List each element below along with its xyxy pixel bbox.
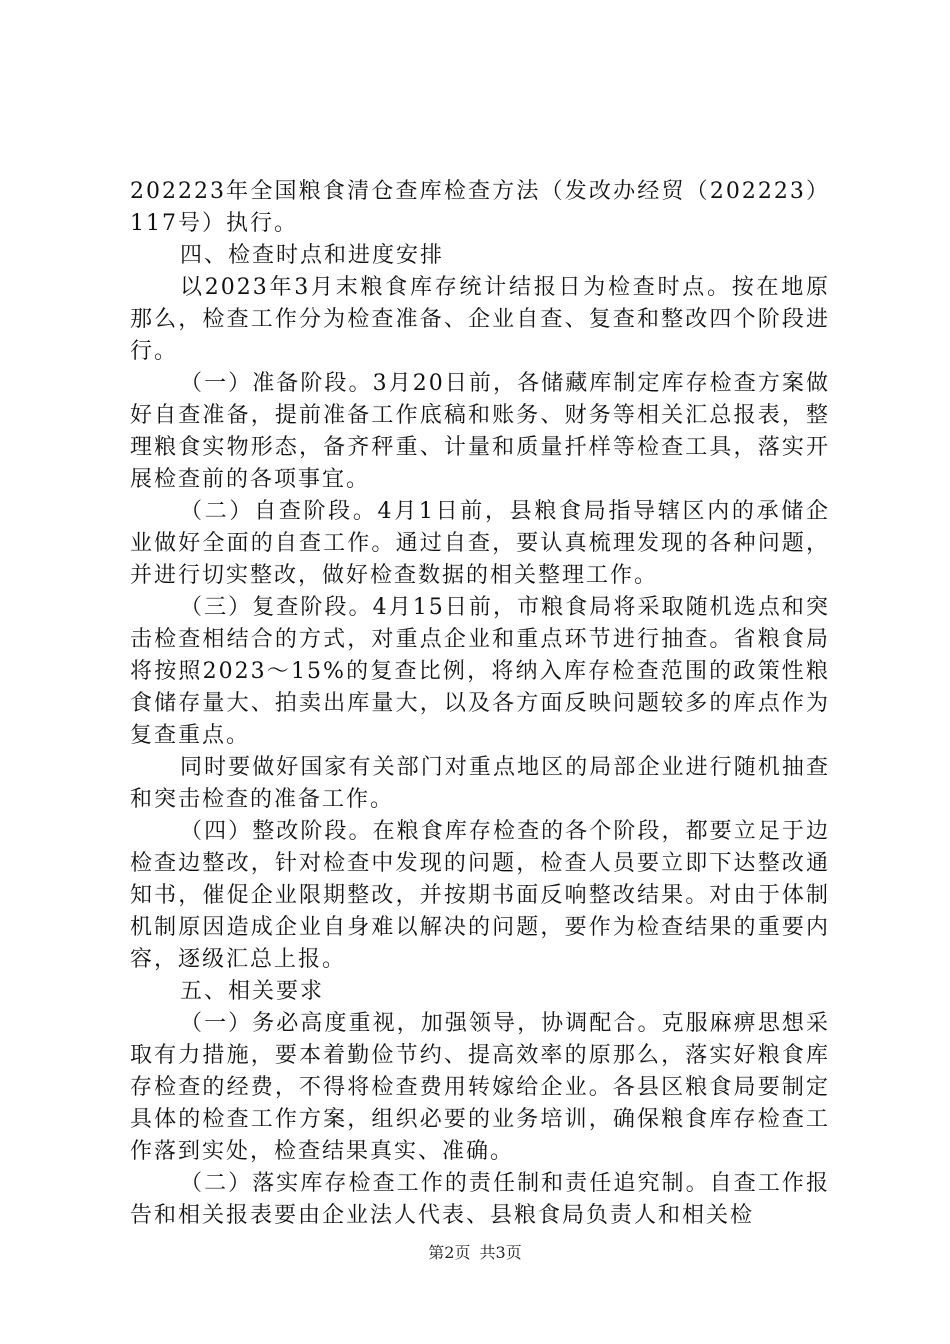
paragraph-preparation-stage: （一）准备阶段。3月20日前，各储藏库制定库存检查方案做好自查准备，提前准备工作底稿和账务、财务等相关汇总报表，整理粮食实物形态，备齐秤重、计量和质量扦样等检查工具，落实开展检查前的各项事宜。 <box>130 371 830 492</box>
section-heading-5: 五、相关要求 <box>180 979 325 1004</box>
page-footer <box>0 1243 950 1263</box>
paragraph-continuation: 202223年全国粮食清仓查库检查方法（发改办经贸（202223）117号）执行。 <box>130 179 830 236</box>
paragraph-random-check-prep: 同时要做好国家有关部门对重点地区的局部企业进行随机抽查和突击检查的准备工作。 <box>130 755 830 812</box>
paragraph-rectification-stage: （四）整改阶段。在粮食库存检查的各个阶段，都要立足于边检查边整改，针对检查中发现的问题，检查人员要立即下达整改通知书，催促企业限期整改，并按期书面反响整改结果。对由于体制机制原因造成企业自身难以解决的问题，要作为检查结果的重要内容，逐级汇总上报。 <box>130 819 830 972</box>
page-number: 第2页 <box>428 1243 471 1262</box>
page-total: 共3页 <box>479 1243 522 1262</box>
paragraph-check-timepoint: 以2023年3月末粮食库存统计结报日为检查时点。按在地原那么，检查工作分为检查准备、企业自查、复查和整改四个阶段进行。 <box>130 275 830 364</box>
paragraph-recheck-stage: （三）复查阶段。4月15日前，市粮食局将采取随机选点和突击检查相结合的方式，对重点企业和重点环节进行抽查。省粮食局将按照2023～15%的复查比例，将纳入库存检查范围的政策性粮食储存量大、拍卖出库量大，以及各方面反映问题较多的库点作为复查重点。 <box>130 595 830 748</box>
paragraph-self-check-stage: （二）自查阶段。4月1日前，县粮食局指导辖区内的承储企业做好全面的自查工作。通过自查，要认真梳理发现的各种问题，并进行切实整改，做好检查数据的相关整理工作。 <box>130 499 830 588</box>
document-body <box>130 176 830 1232</box>
paragraph-requirement-2: （二）落实库存检查工作的责任制和责任追究制。自查工作报告和相关报表要由企业法人代表、县粮食局负责人和相关检 <box>130 1171 830 1228</box>
section-heading-4: 四、检查时点和进度安排 <box>180 243 445 268</box>
paragraph-requirement-1: （一）务必高度重视，加强领导，协调配合。克服麻痹思想采取有力措施，要本着勤俭节约、提高效率的原那么，落实好粮食库存检查的经费，不得将检查费用转嫁给企业。各县区粮食局要制定具体的检查工作方案，组织必要的业务培训，确保粮食库存检查工作落到实处，检查结果真实、准确。 <box>130 1011 830 1164</box>
